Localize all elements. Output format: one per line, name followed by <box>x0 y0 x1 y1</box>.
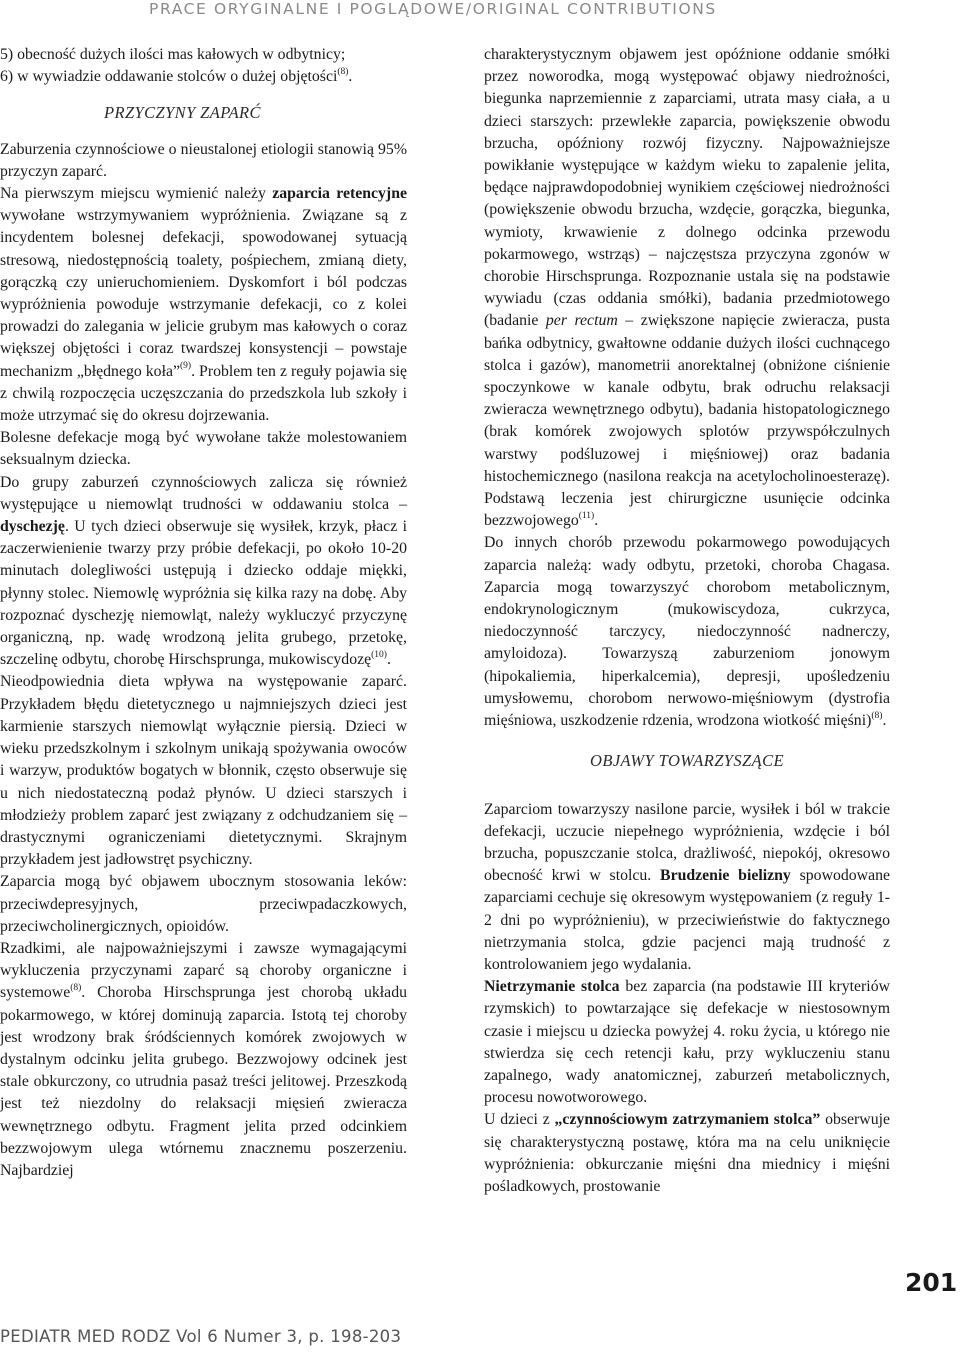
paragraph: Do grupy zaburzeń czynnościowych zalicza się również występujące u niemowląt trudności w oddawaniu stolca – dyschezję. U tych dzieci obserwuje się wysiłek, krzyk, płacz i zaczerwienienie twarzy przy próbie defekacji, po około 10-20 minutach dolegliwości ustępują i dziecko oddaje miękki, płynny stolec. Niemowlę wypróżnia się kilka razy na dobę. Aby rozpoznać dyschezję niemowląt, należy wykluczyć przyczynę organiczną, np. wadę wrodzoną jelita grubego, przetokę, szczelinę odbytu, chorobę Hirschsprunga, mukowiscydozę$^{(10)}$. <box>0 473 407 669</box>
journal-footer: PEDIATR MED RODZ Vol 6 Numer 3, p. 198-203 <box>0 1327 402 1346</box>
paragraph: Zaburzenia czynnościowe o nieustalonej etiologii stanowią 95% przyczyn zaparć. <box>0 140 407 180</box>
paragraph: Do innych chorób przewodu pokarmowego powodujących zaparcia należą: wady odbytu, przetoki, choroba Chagasa. Zaparcia mogą towarzyszyć chorobom metabolicznym, endokrynologicznym (mukowiscydoza, cukrzyca, niedoczynność tarczycy, niedoczynność nadnerczy, amyloidoza). Towarzyszą zaburzeniom jonowym (hipokaliemia, hiperkalcemia), depresji, upośledzeniu umysłowemu, chorobom nerwowo-mięśniowym (dystrofia mięśniowa, uszkodzenie rdzenia, wrodzona wiotkość mięśni)$^{(8)}$. <box>484 534 890 730</box>
reference-superscript: (8) <box>337 66 349 77</box>
bold-term: dyschezję <box>0 518 65 536</box>
journal-section-header: PRACE ORYGINALNE I POGLĄDOWE/ORIGINAL CONTRIBUTIONS <box>149 0 717 18</box>
reference-superscript: (8) <box>70 983 82 994</box>
right-column <box>484 44 890 1198</box>
list-item-6: 6) w wywiadzie oddawanie stolców o dużej objętości$^{(8)}$. <box>0 66 353 86</box>
paragraph: charakterystycznym objawem jest opóźnione oddanie smółki przez noworodka, mogą występować objawy niedrożności, biegunka naprzemiennie z zaparciami, utrata masy ciała, a u dzieci starszych: przewlekłe zaparcia, powiększenie obwodu brzucha, opóźniony rozwój fizyczny. Najpoważniejsze powikłanie występujące w każdym wieku to zapalenie jelita, będące najprawdopodobniej wynikiem częściowej niedrożności (powiększenie obwodu brzucha, wzdęcie, gorączka, biegunka, wymioty, krwawienie z dolnego odcinka przewodu pokarmowego, wstrząs) – najczęstsza przyczyna zgonów w chorobie Hirschsprunga. Rozpoznanie ustala się na podstawie wywiadu (czas oddania smółki), badania przedmiotowego (badanie per rectum – zwiększone napięcie zwieracza, pusta bańka odbytnicy, gwałtowne oddanie dużych ilości cuchnącego stolca i gazów), manometrii anorektalnej (obniżone ciśnienie spoczynkowe w kanale odbytu, brak odruchu relaksacji zwieracza wewnętrznego odbytu), badania histopatologicznego (brak komórek zwojowych splotów przywspółczulnych warstwy podśluzowej i mięśniowej) oraz badania histochemicznego (nasilona reakcja na acetylocholinoesterazę). Podstawą leczenia jest chirurgiczne usunięcie odcinka bezzwojowego$^{(11)}$. <box>484 46 890 530</box>
reference-superscript: (11) <box>578 511 595 521</box>
paragraph: Nietrzymanie stolca bez zaparcia (na podstawie III kryteriów rzymskich) to powtarzające się defekacje w niestosownym czasie i miejscu u dziecka powyżej 4. roku życia, u którego nie stwierdza się cech retencji kału, przy wykluczeniu stanu zapalnego, wady anatomicznej, zaburzeń metabolicznych, procesu nowotworowego. <box>484 978 890 1107</box>
paragraph: Zaparciom towarzyszy nasilone parcie, wysiłek i ból w trakcie defekacji, uczucie niepełnego wypróżnienia, wzdęcie i ból brzucha, popuszczanie stolca, drażliwość, niepokój, okresowo obecność krwi w stolcu. Brudzenie bielizny spowodowane zaparciami cechuje się okresowym występowaniem (z reguły 1-2 dni po wypróżnieniu), w przeciwieństwie do faktycznego nietrzymania stolca, gdzie pacjenci mają trudność z kontrolowaniem jego wydalania. <box>484 800 891 973</box>
bold-term: zaparcia retencyjne <box>272 185 407 203</box>
paragraph: Nieodpowiednia dieta wpływa na występowanie zaparć. Przykładem błędu dietetycznego u najmniejszych dzieci jest karmienie starszych niemowląt wyłącznie piersią. Dzieci w wieku przedszkolnym i szkolnym unikają spożywania owoców i warzyw, produktów bogatych w błonnik, często obserwuje się u nich niedostateczną podaż płynów. U dzieci starszych i młodzieży problem zaparć jest związany z odchudzaniem się – drastycznymi ograniczeniami dietetycznymi. Skrajnym przykładem jest jadłowstręt psychiczny. <box>0 673 407 869</box>
paragraph: Na pierwszym miejscu wymienić należy zaparcia retencyjne wywołane wstrzymywaniem wypróżnienia. Związane są z incydentem bolesnej defekacji, spowodowanej sytuacją stresową, niedostępnością toalety, pośpiechem, zmianą diety, gorączką czy unieruchomieniem. Dyskomfort i ból podczas wypróżnienia powoduje wstrzymanie defekacji, co z kolei prowadzi do zalegania w jelicie grubym mas kałowych o coraz większej objętości i coraz twardszej konsystencji – powstaje mechanizm „błędnego koła”$^{(9)}$. Problem ten z reguły pojawia się z chwilą rozpoczęcia uczęszczania do przedszkola lub szkoły i może utrzymać się do okresu dojrzewania. <box>0 185 407 425</box>
bold-term: Nietrzymanie stolca <box>484 978 620 996</box>
italic-term: per rectum <box>545 312 618 330</box>
bold-term: „czynnościowym zatrzymaniem stolca” <box>554 1111 821 1129</box>
list-item-5: 5) obecność dużych ilości mas kałowych w odbytnicy; <box>0 46 346 63</box>
reference-superscript: (8) <box>871 710 883 721</box>
page-number: 201 <box>905 1268 958 1297</box>
reference-superscript: (10) <box>371 650 387 661</box>
paragraph: Rzadkimi, ale najpoważniejszymi i zawsze wymagającymi wykluczenia przyczynami zaparć są choroby organiczne i systemowe$^{(8)}$. Choroba Hirschsprunga jest chorobą układu pokarmowego, w której dominują zaparcia. Istotą tej choroby jest wrodzony brak śródściennych komórek zwojowych w dystalnym odcinku jelita grubego. Bezzwojowy odcinek jest stale obkurczony, co utrudnia pasaż treści jelitowej. Przeszkodą jest też niezdolny do relaksacji mięsień zwieracza wewnętrznego odbytu. Fragment jelita przed odcinkiem bezzwojowym ulega wtórnemu znacznemu poszerzeniu. Najbardziej <box>0 939 407 1179</box>
paragraph: Bolesne defekacje mogą być wywołane także molestowaniem seksualnym dziecka. <box>0 429 407 469</box>
paragraph: U dzieci z „czynnościowym zatrzymaniem stolca” obserwuje się charakterystyczną postawę, która ma na celu uniknięcie wypróżnienia: obkurczanie mięśni dna miednicy i mięśni pośladkowych, prostowanie <box>484 1111 890 1195</box>
reference-superscript: (9) <box>180 361 192 372</box>
left-column <box>0 44 407 1182</box>
paragraph: Zaparcia mogą być objawem ubocznym stosowania leków: przeciwdepresyjnych, przeciwpadaczkowych, przeciwcholinergicznych, opioidów. <box>0 873 407 935</box>
section-heading-symptoms: OBJAWY TOWARZYSZĄCE <box>590 751 784 771</box>
bold-term: Brudzenie bielizny <box>660 867 791 885</box>
section-heading-causes: PRZYCZYNY ZAPARĆ <box>104 103 261 123</box>
